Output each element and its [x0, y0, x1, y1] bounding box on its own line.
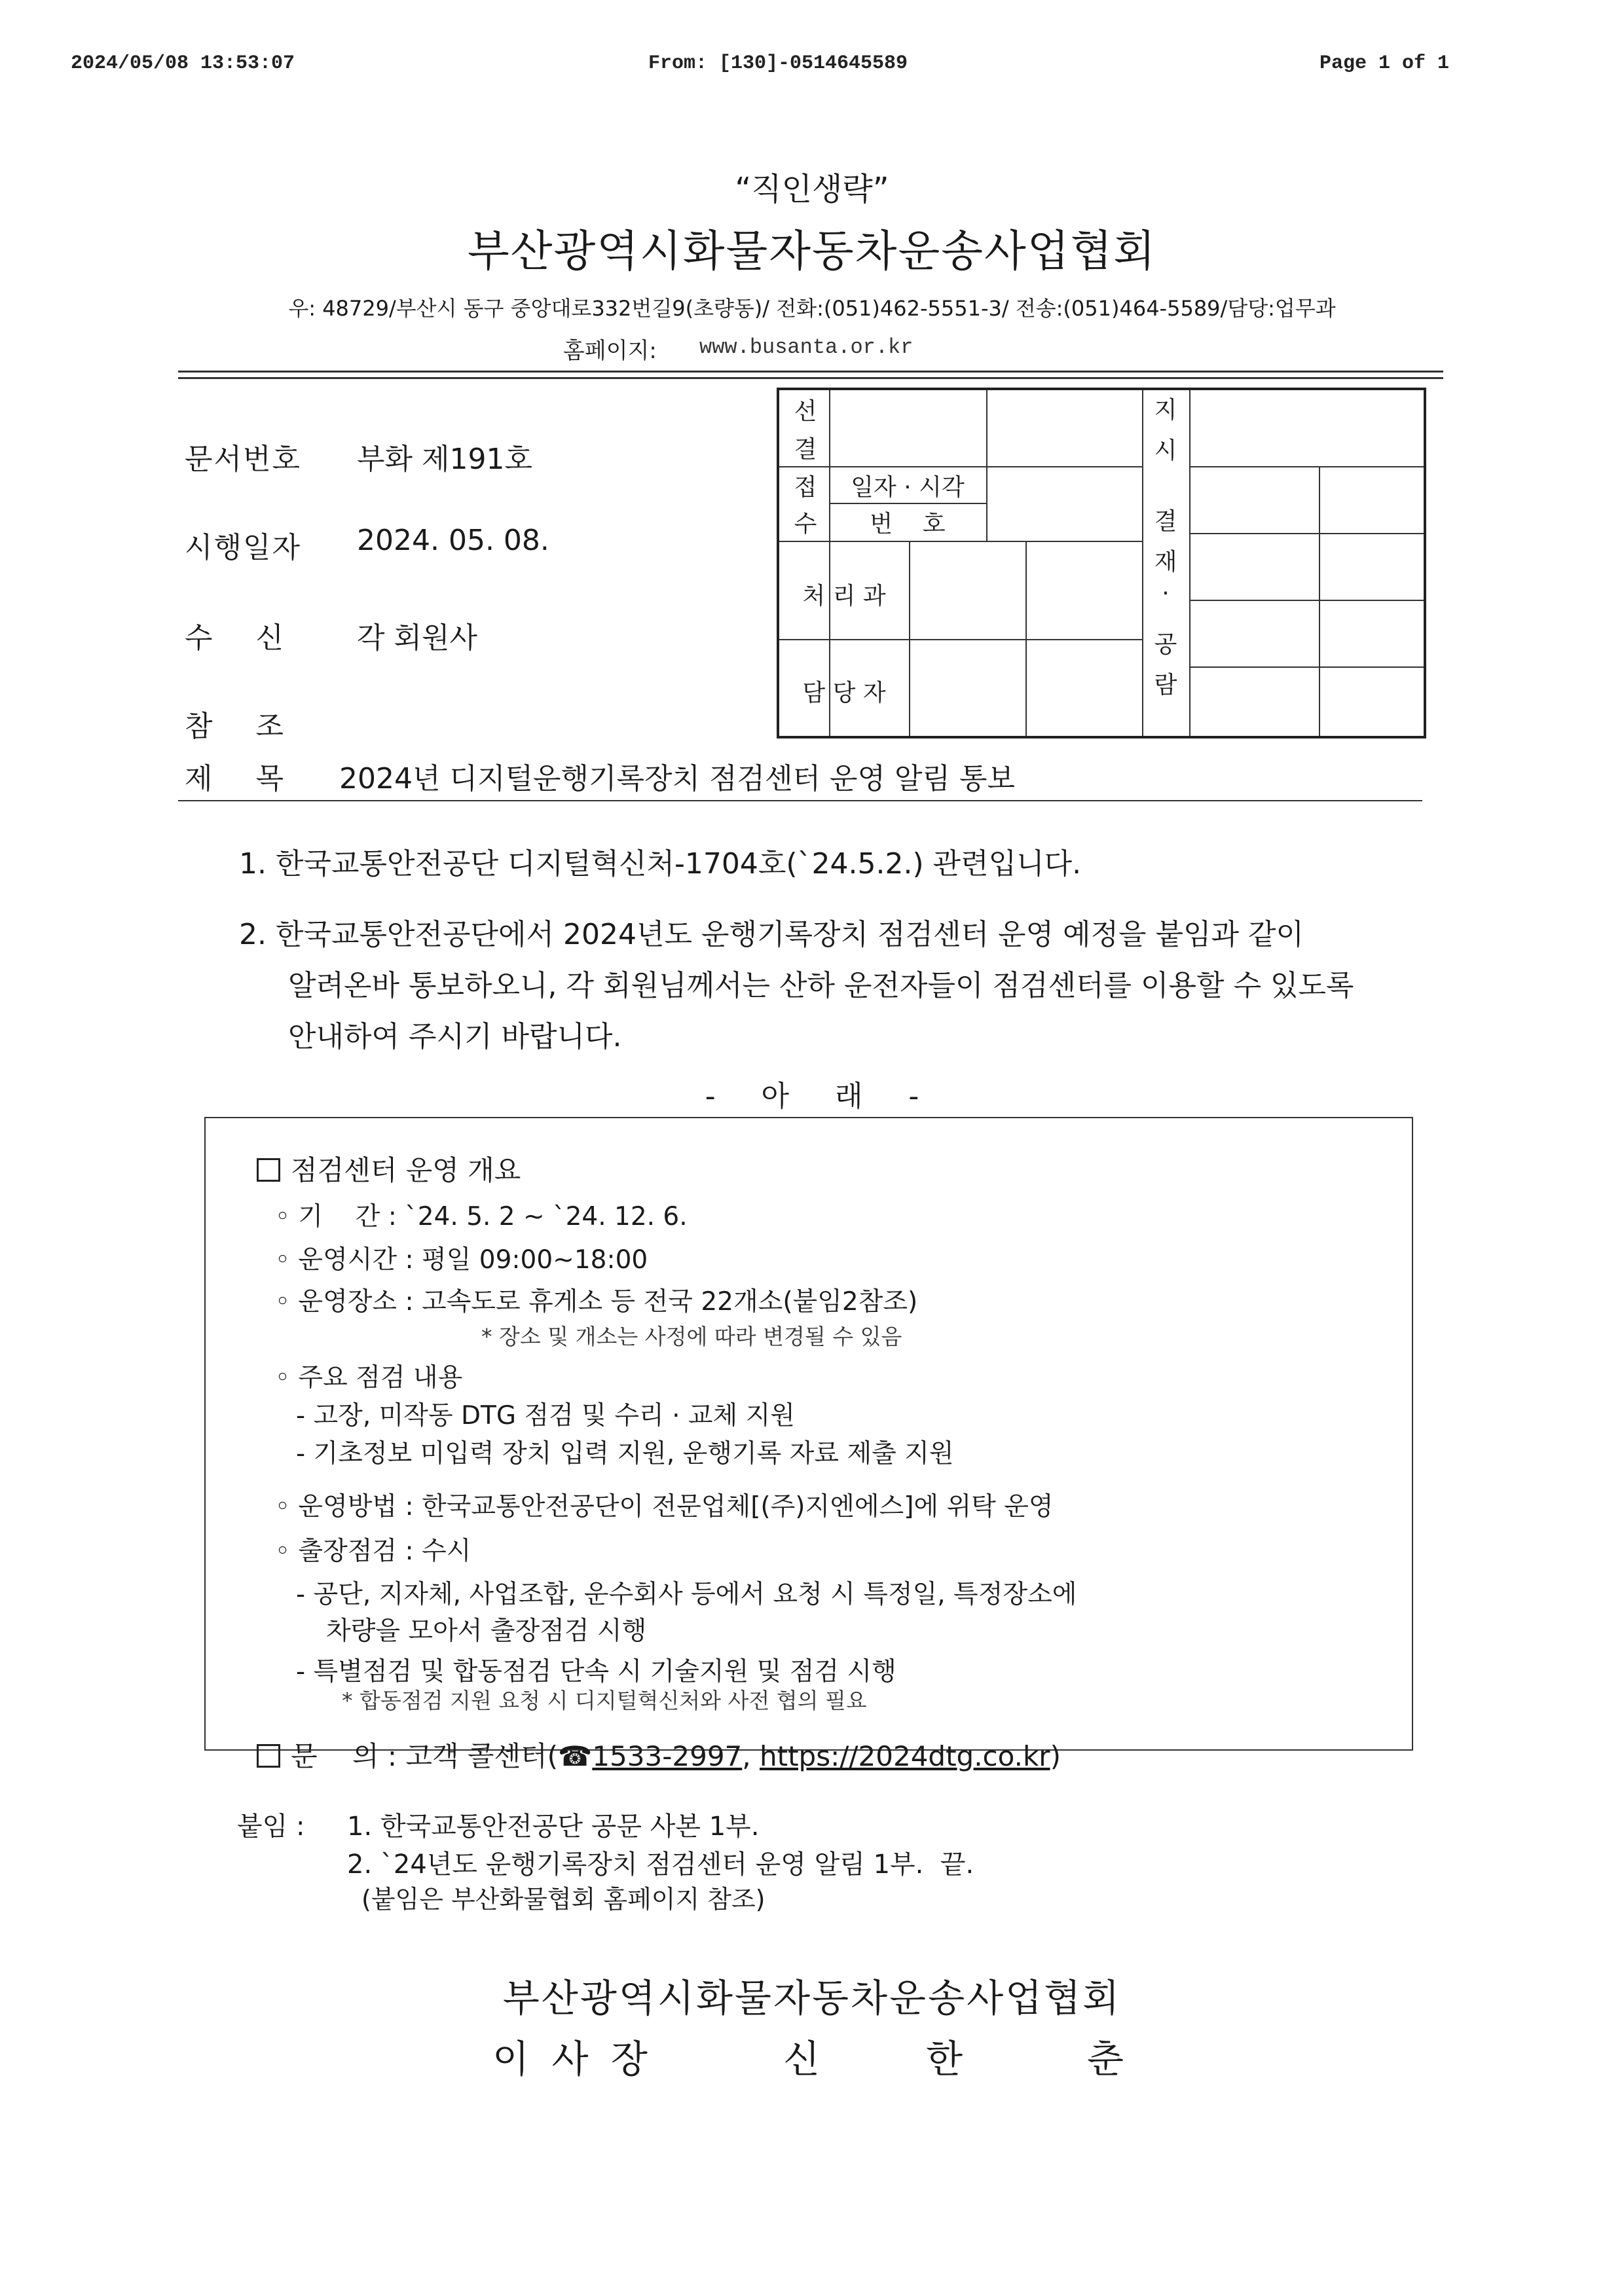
main-item-1: - 고장, 미작동 DTG 점검 및 수리 · 교체 지원 — [296, 1401, 795, 1430]
body-item-2-line-1: 2. 한국교통안전공단에서 2024년도 운행기록장치 점검센터 운영 예정을 붙임과 같이 — [239, 918, 1304, 951]
homepage-label: 홈페이지: — [563, 338, 657, 364]
signature-organization: 부산광역시화물자동차운송사업협회 — [502, 1976, 1122, 2020]
approval-jae: 재 — [1154, 549, 1177, 575]
overview-heading-text: 점검센터 운영 개요 — [291, 1154, 521, 1186]
onsite-item-1-line-1: - 공단, 지자체, 사업조합, 운수회사 등에서 요청 시 특정일, 특정장소에 — [296, 1580, 1077, 1609]
recipient-value: 각 회원사 — [357, 621, 478, 655]
contact-line — [257, 1735, 1061, 1774]
signature-name-2: 한 — [926, 2037, 965, 2081]
period-line: ◦ 기 간 : `24. 5. 2 ~ `24. 12. 6. — [275, 1202, 688, 1231]
approval-person-in-charge: 담 당 자 — [802, 680, 886, 706]
attachment-1: 1. 한국교통안전공단 공문 사본 1부. — [347, 1812, 760, 1842]
method-line: ◦ 운영방법 : 한국교통안전공단이 전문업체[(주)지엔에스]에 위탁 운영 — [275, 1492, 1054, 1522]
approval-processing-dept: 처 리 과 — [802, 583, 886, 610]
header-rule-top — [178, 371, 1443, 373]
approval-seon: 선 — [794, 398, 817, 425]
onsite-heading: ◦ 출장점검 : 수시 — [275, 1537, 471, 1566]
subject-underline — [178, 800, 1422, 801]
fax-timestamp: 2024/05/08 13:53:07 — [71, 52, 295, 75]
approval-date-time: 일자 · 시각 — [851, 474, 965, 501]
attachment-2: 2. `24년도 운행기록장치 점검센터 운영 알림 1부. 끝. — [347, 1850, 974, 1880]
approval-gong: 공 — [1154, 631, 1177, 658]
checkbox-icon — [257, 1744, 280, 1768]
body-item-2-line-2: 알려온바 통보하오니, 각 회원님께서는 산하 운전자들이 점검센터를 이용할 수 있도록 — [288, 969, 1354, 1002]
contact-url[interactable]: https://2024dtg.co.kr — [759, 1740, 1050, 1772]
subject-value: 2024년 디지털운행기록장치 점검센터 운영 알림 통보 — [339, 762, 1015, 795]
location-note: * 장소 및 개소는 사정에 따라 변경될 수 있음 — [481, 1324, 902, 1349]
contact-label: 문 의 : 고객 콜센터( — [291, 1740, 558, 1772]
overview-heading — [257, 1149, 521, 1188]
contact-close: ) — [1050, 1740, 1061, 1772]
address-line: 우: 48729/부산시 동구 중앙대로332번길9(초량동)/ 전화:(051)462-5551-3/ 전송:(051)464-5589/담당:업무과 — [288, 296, 1336, 321]
onsite-item-2: - 특별점검 및 합동점검 단속 시 기술지원 및 점검 시행 — [296, 1657, 896, 1686]
attachments-note: (붙임은 부산화물협회 홈페이지 참조) — [361, 1885, 766, 1914]
approval-gyeol2: 결 — [1154, 508, 1177, 535]
body-item-1: 1. 한국교통안전공단 디지털혁신처-1704호(`24.5.2.) 관련입니다. — [239, 847, 1082, 881]
onsite-item-2-note: * 합동점검 지원 요청 시 디지털혁신처와 사전 협의 필요 — [342, 1688, 867, 1713]
body-item-2-line-3: 안내하여 주시기 바랍니다. — [288, 1020, 622, 1053]
date-value: 2024. 05. 08. — [357, 524, 549, 557]
fax-sender: From: [130]-0514645589 — [648, 52, 908, 75]
subject-label: 제 목 — [185, 762, 285, 795]
approval-jeop: 접 — [794, 474, 817, 501]
header-rule-bottom — [178, 377, 1443, 379]
attachments-label: 붙임 : — [237, 1812, 305, 1842]
approval-gyeol: 결 — [794, 436, 817, 463]
approval-su: 수 — [794, 511, 817, 538]
fax-page-number: Page 1 of 1 — [1320, 52, 1450, 75]
signature-name-3: 춘 — [1087, 2037, 1126, 2081]
date-label: 시행일자 — [185, 531, 302, 564]
main-item-2: - 기초정보 미입력 장치 입력 지원, 운행기록 자료 제출 지원 — [296, 1439, 954, 1468]
doc-number-label: 문서번호 — [185, 443, 302, 476]
hours-line: ◦ 운영시간 : 평일 09:00~18:00 — [275, 1245, 648, 1275]
onsite-item-1-line-2: 차량을 모아서 출장점검 시행 — [326, 1616, 647, 1646]
signature-name-1: 신 — [783, 2037, 822, 2081]
below-marker: - 아 래 - — [705, 1080, 919, 1113]
contact-phone[interactable]: 1533-2997 — [592, 1740, 743, 1772]
location-line: ◦ 운영장소 : 고속도로 휴게소 등 전국 22개소(붙임2참조) — [275, 1287, 918, 1317]
doc-number-value: 부화 제191호 — [357, 443, 532, 476]
organization-name: 부산광역시화물자동차운송사업협회 — [467, 226, 1157, 276]
approval-si: 시 — [1154, 437, 1177, 464]
reference-label: 참 조 — [185, 710, 285, 743]
main-items-heading: ◦ 주요 점검 내용 — [275, 1363, 463, 1393]
recipient-label: 수 신 — [185, 621, 285, 655]
stamp-omitted-note: “직인생략” — [735, 171, 889, 208]
approval-dot: · — [1162, 580, 1170, 607]
homepage-url[interactable]: www.busanta.or.kr — [699, 335, 913, 359]
contact-separator: , — [742, 1740, 751, 1772]
approval-ram: 람 — [1154, 672, 1177, 699]
approval-number: 번 호 — [870, 511, 946, 538]
signature-title: 이 사 장 — [492, 2037, 653, 2081]
checkbox-icon — [257, 1158, 280, 1182]
phone-icon: ☎ — [558, 1740, 593, 1772]
approval-ji: 지 — [1154, 397, 1177, 424]
